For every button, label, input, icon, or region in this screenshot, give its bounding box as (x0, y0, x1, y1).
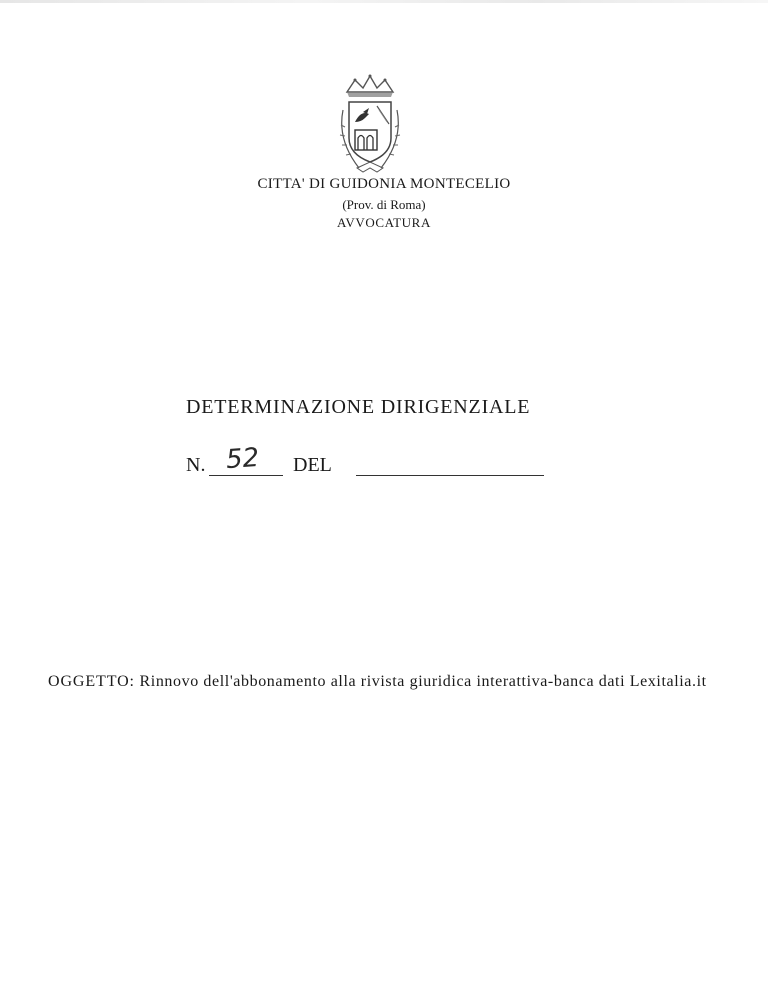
document-type-title: DETERMINAZIONE DIRIGENZIALE (186, 396, 531, 418)
date-label: DEL (293, 454, 332, 476)
date-underline (356, 475, 544, 476)
handwritten-number: 52 (224, 442, 261, 476)
number-label: N. (186, 454, 206, 476)
subject-paragraph (48, 671, 708, 693)
subject-label: OGGETTO: (48, 673, 135, 690)
city-name: CITTA' DI GUIDONIA MONTECELIO (257, 176, 511, 192)
municipal-coat-of-arms-icon (325, 70, 415, 180)
office-name: AVVOCATURA (337, 215, 431, 230)
province-name: (Prov. di Roma) (342, 197, 426, 212)
subject-text: Rinnovo dell'abbonamento alla rivista giuridica interattiva-banca dati Lexitalia.it (139, 673, 707, 690)
number-underline (209, 475, 283, 476)
scan-edge (0, 0, 768, 3)
document-number-row (186, 442, 546, 490)
